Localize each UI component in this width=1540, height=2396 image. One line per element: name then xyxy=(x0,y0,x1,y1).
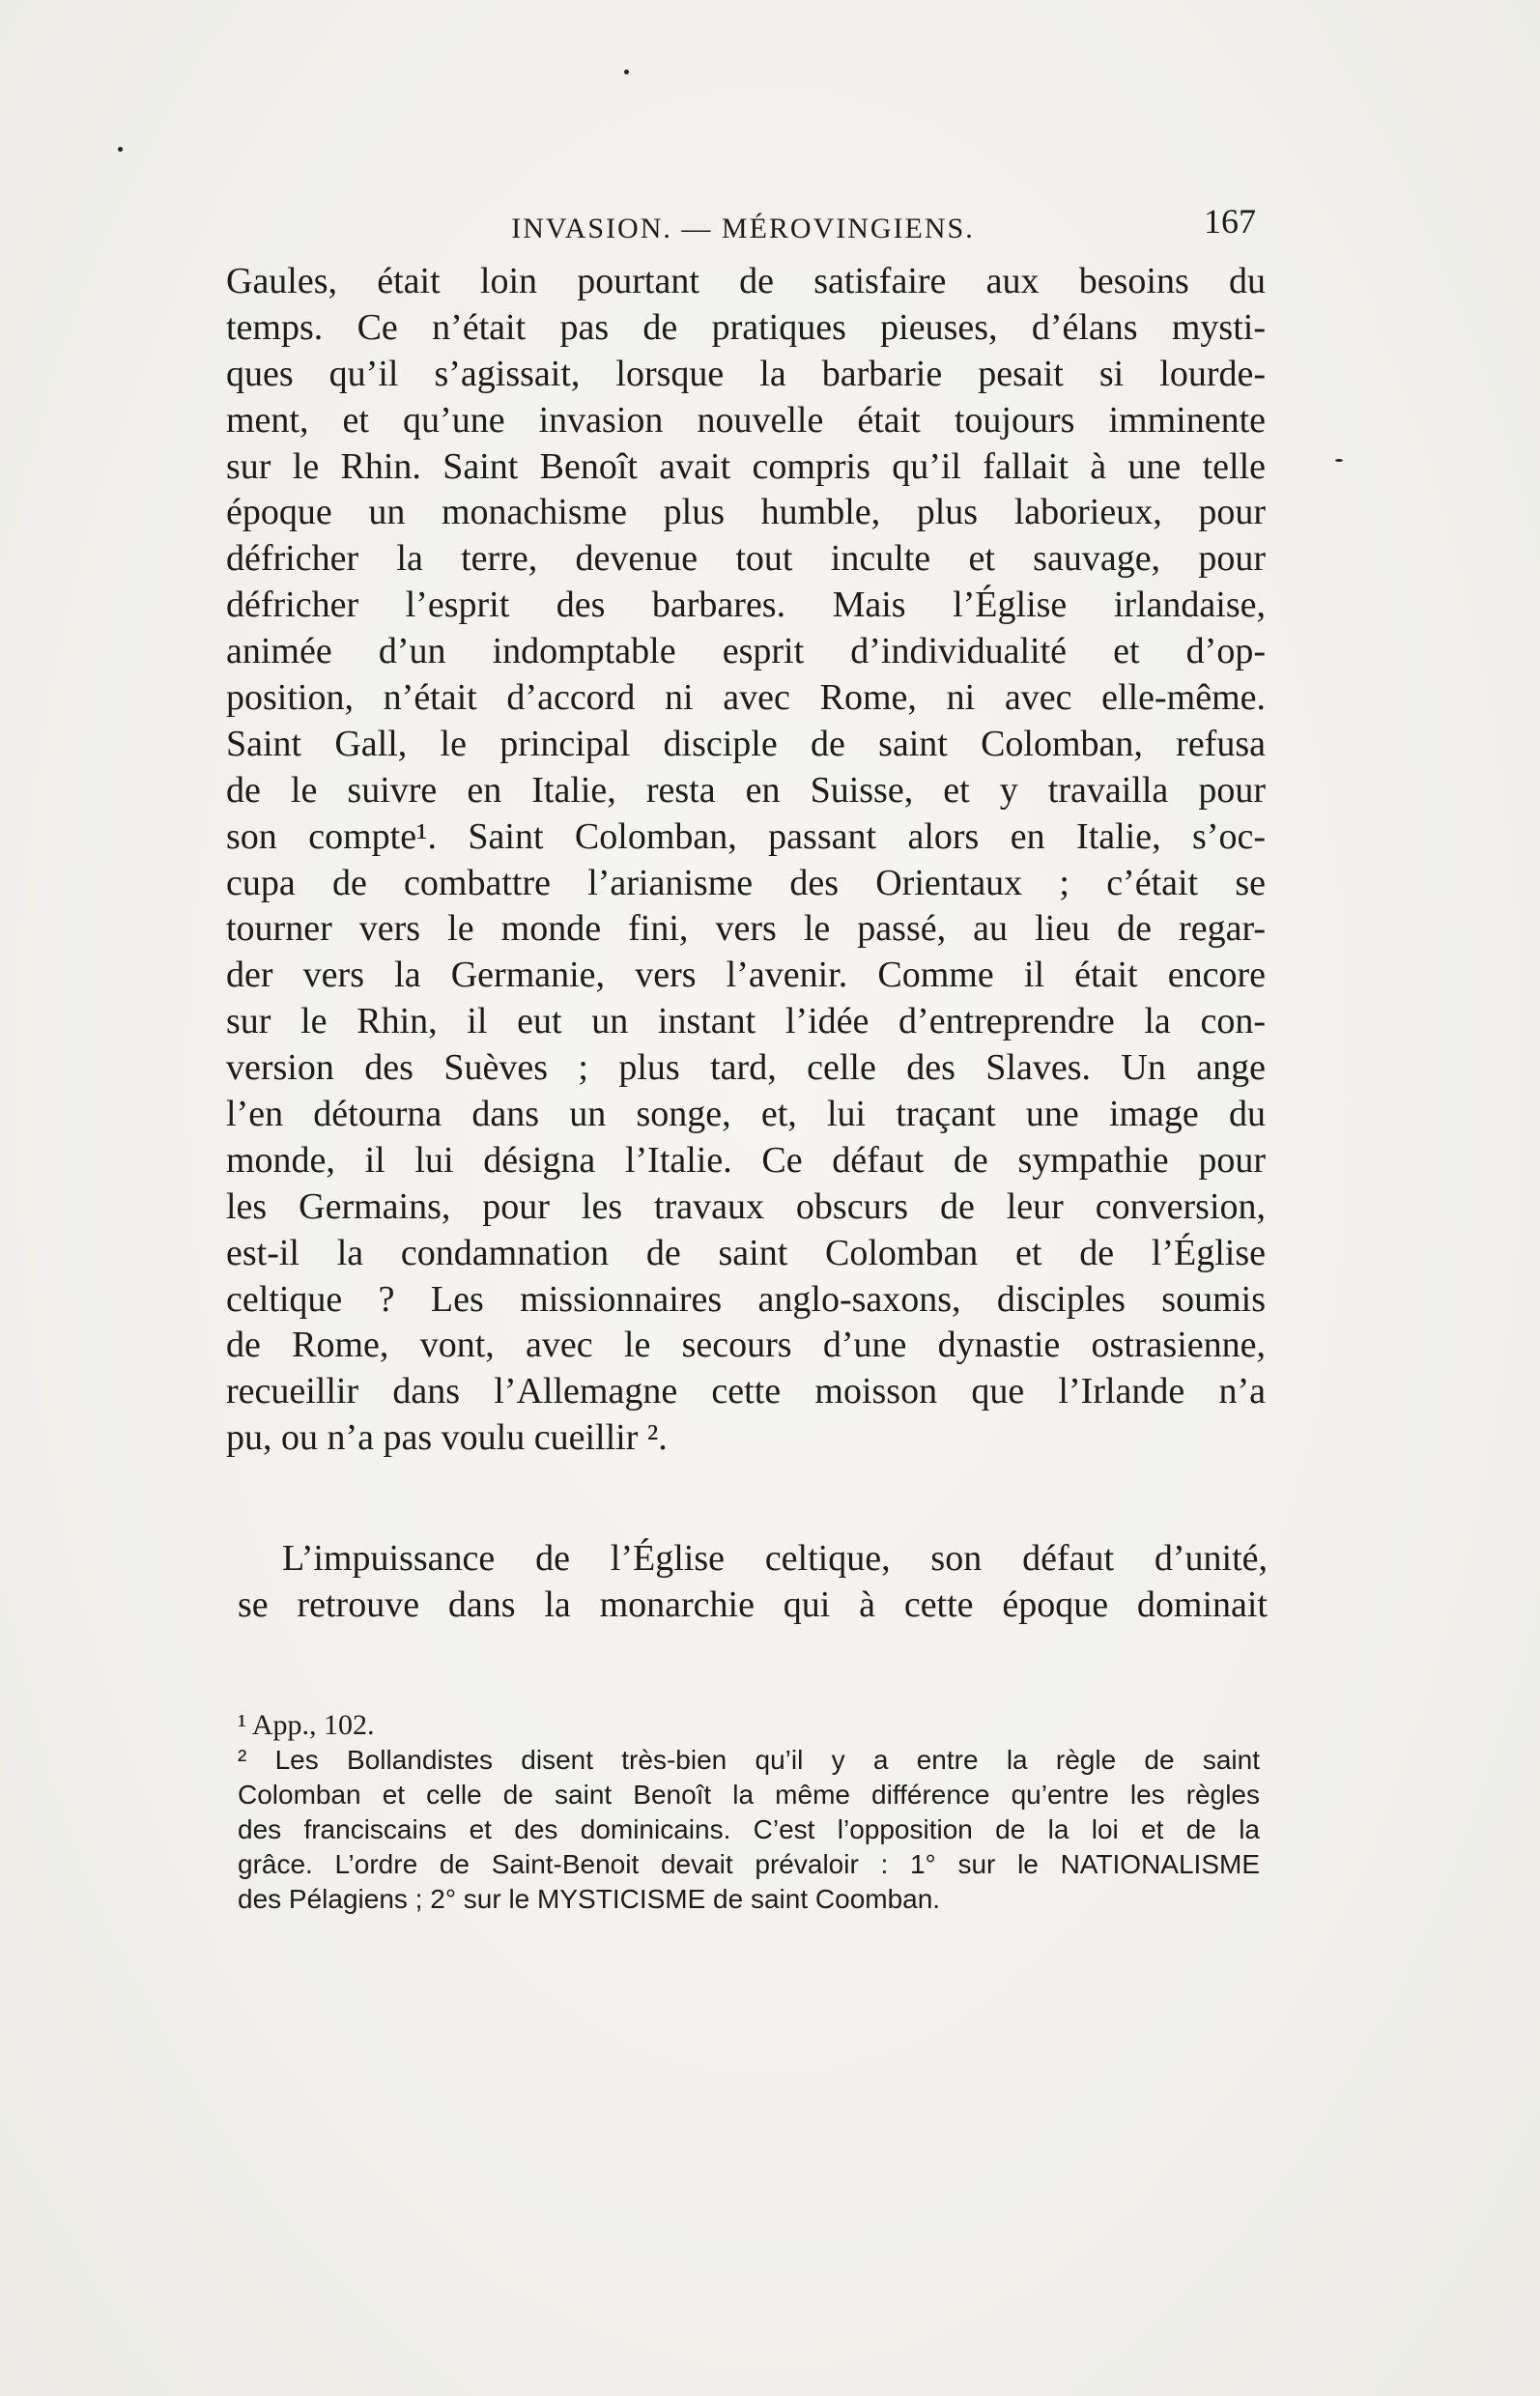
text-line: position, n’était d’accord ni avec Rome, ni avec elle-même. xyxy=(226,677,1266,719)
page-number: 167 xyxy=(1204,202,1256,241)
text-line: défricher la terre, devenue tout inculte et sauvage, pour xyxy=(226,538,1266,580)
footnote-2-line: des franciscains et des dominicains. C’est l’opposition de la loi et de la xyxy=(238,1814,1260,1844)
text-line: se retrouve dans la monarchie qui à cette époque dominait xyxy=(238,1583,1268,1625)
text-line: Gaules, était loin pourtant de satisfaire aux besoins du xyxy=(226,261,1266,301)
text-line: tourner vers le monde fini, vers le passé, au lieu de regar- xyxy=(226,908,1266,950)
footnote-2-line: Colomban et celle de saint Benoît la même différence qu’entre les règles xyxy=(238,1780,1260,1810)
text-line: Saint Gall, le principal disciple de saint Colomban, refusa xyxy=(226,723,1266,764)
text-line: recueillir dans l’Allemagne cette moisson que l’Irlande n’a xyxy=(226,1371,1266,1412)
text-line: animée d’un indomptable esprit d’individualité et d’op- xyxy=(226,631,1266,672)
footnotes xyxy=(238,1708,1260,1917)
running-title: INVASION. — MÉROVINGIENS. xyxy=(511,213,975,244)
footnote-1: ¹ App., 102. xyxy=(238,1709,375,1741)
paragraph-main xyxy=(226,259,1266,1462)
paragraph-second xyxy=(238,1536,1268,1629)
footnote-2-line: grâce. L’ordre de Saint-Benoit devait prévaloir : 1° sur le NATIONALISME xyxy=(238,1849,1260,1879)
speck xyxy=(118,147,123,152)
speck xyxy=(624,70,629,74)
text-line: monde, il lui désigna l’Italie. Ce défaut de sympathie pour xyxy=(226,1139,1266,1181)
text-line: de le suivre en Italie, resta en Suisse, et y travailla pour xyxy=(226,769,1266,811)
text-line: ques qu’il s’agissait, lorsque la barbarie pesait si lourde- xyxy=(226,353,1266,394)
text-line: est-il la condamnation de saint Colomban et de l’Église xyxy=(226,1232,1266,1273)
text-line: celtique ? Les missionnaires anglo-saxons, disciples soumis xyxy=(226,1278,1266,1320)
text-line: L’impuissance de l’Église celtique, son défaut d’unité, xyxy=(282,1538,1268,1579)
text-line: pu, ou n’a pas voulu cueillir ². xyxy=(226,1417,668,1459)
text-line: sur le Rhin, il eut un instant l’idée d’entreprendre la con- xyxy=(226,1001,1266,1042)
text-line: der vers la Germanie, vers l’avenir. Comme il était encore xyxy=(226,955,1266,996)
page-header xyxy=(230,201,1256,249)
footnote-2-line: ² Les Bollandistes disent très-bien qu’il y a entre la règle de saint xyxy=(238,1745,1260,1775)
footnote-2-line: des Pélagiens ; 2° sur le MYSTICISME de saint Coomban. xyxy=(238,1884,941,1914)
text-line: les Germains, pour les travaux obscurs de leur conversion, xyxy=(226,1185,1266,1227)
text-line: version des Suèves ; plus tard, celle des Slaves. Un ange xyxy=(226,1047,1266,1089)
text-line: l’en détourna dans un songe, et, lui traçant une image du xyxy=(226,1094,1266,1135)
text-line: ment, et qu’une invasion nouvelle était toujours imminente xyxy=(226,399,1266,441)
text-line: défricher l’esprit des barbares. Mais l’Église irlandaise, xyxy=(226,585,1266,626)
text-line: de Rome, vont, avec le secours d’une dynastie ostrasienne, xyxy=(226,1325,1266,1366)
text-line: cupa de combattre l’arianisme des Orientaux ; c’était se xyxy=(226,862,1266,903)
text-line: époque un monachisme plus humble, plus laborieux, pour xyxy=(226,492,1266,533)
text-line: temps. Ce n’était pas de pratiques pieuses, d’élans mysti- xyxy=(226,306,1266,348)
text-line: son compte¹. Saint Colomban, passant alors en Italie, s’oc- xyxy=(226,815,1266,857)
speck xyxy=(1335,459,1343,462)
text-line: sur le Rhin. Saint Benoît avait compris qu’il fallait à une telle xyxy=(226,445,1266,487)
